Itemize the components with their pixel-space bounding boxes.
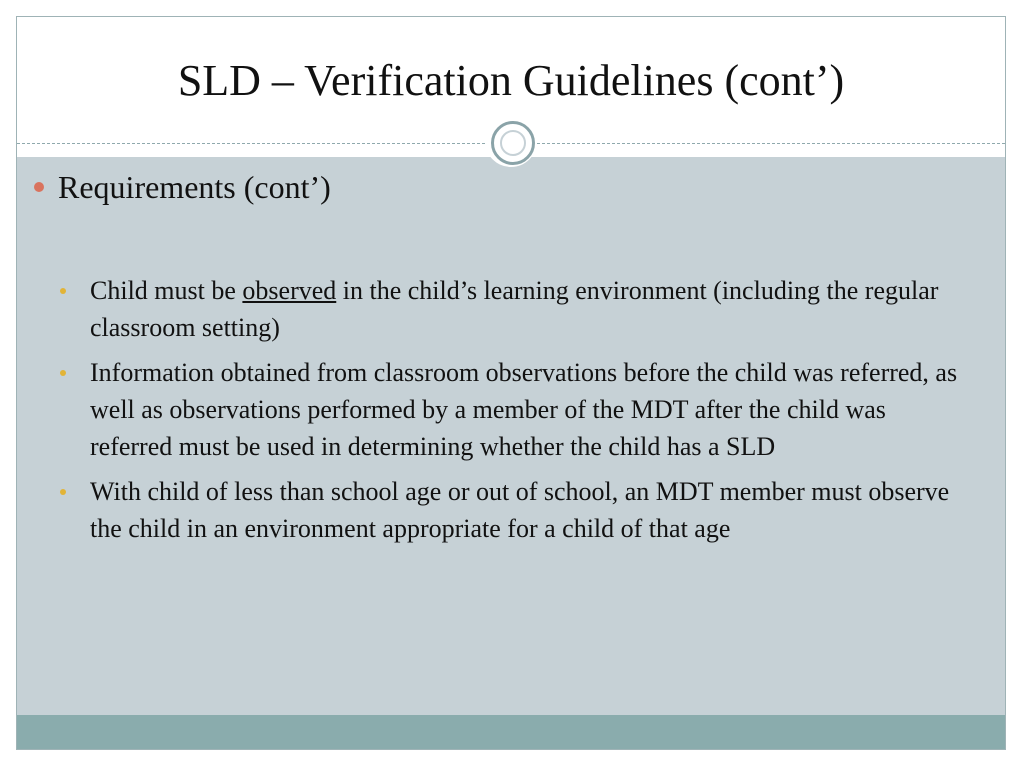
list-item: [60, 272, 960, 346]
main-bullet-text: Requirements (cont’): [58, 169, 331, 205]
sub-bullet-dot-icon: [60, 489, 66, 495]
slide-title: SLD – Verification Guidelines (cont’): [177, 56, 845, 105]
list-item-text-prefix: Child must be: [90, 276, 243, 305]
main-bullet: [34, 168, 331, 206]
footer-bar: [17, 715, 1005, 750]
circle-ornament-icon: [485, 115, 537, 167]
emphasized-word: observed: [242, 276, 337, 305]
ornament-ring: [491, 121, 535, 165]
list-item: [60, 354, 960, 465]
ornament-inner-ring: [500, 130, 526, 156]
sub-bullet-dot-icon: [60, 370, 66, 376]
list-item-text: With child of less than school age or out of school, an MDT member must observe the child in an environment appropriate for a child of that age: [90, 477, 950, 543]
list-item: [60, 473, 960, 547]
list-item-text: [90, 272, 960, 346]
sub-bullet-dot-icon: [60, 288, 66, 294]
list-item-text-suffix: in the child’s learning environment (including the regular classroom setting): [90, 276, 939, 342]
bullet-dot-icon: [34, 182, 44, 192]
sub-bullet-list: [60, 272, 960, 555]
list-item-text: Information obtained from classroom observations before the child was referred, as well as observations performed by a member of the MDT after the child was referred must be used in determining whether the child has a SLD: [90, 358, 958, 461]
